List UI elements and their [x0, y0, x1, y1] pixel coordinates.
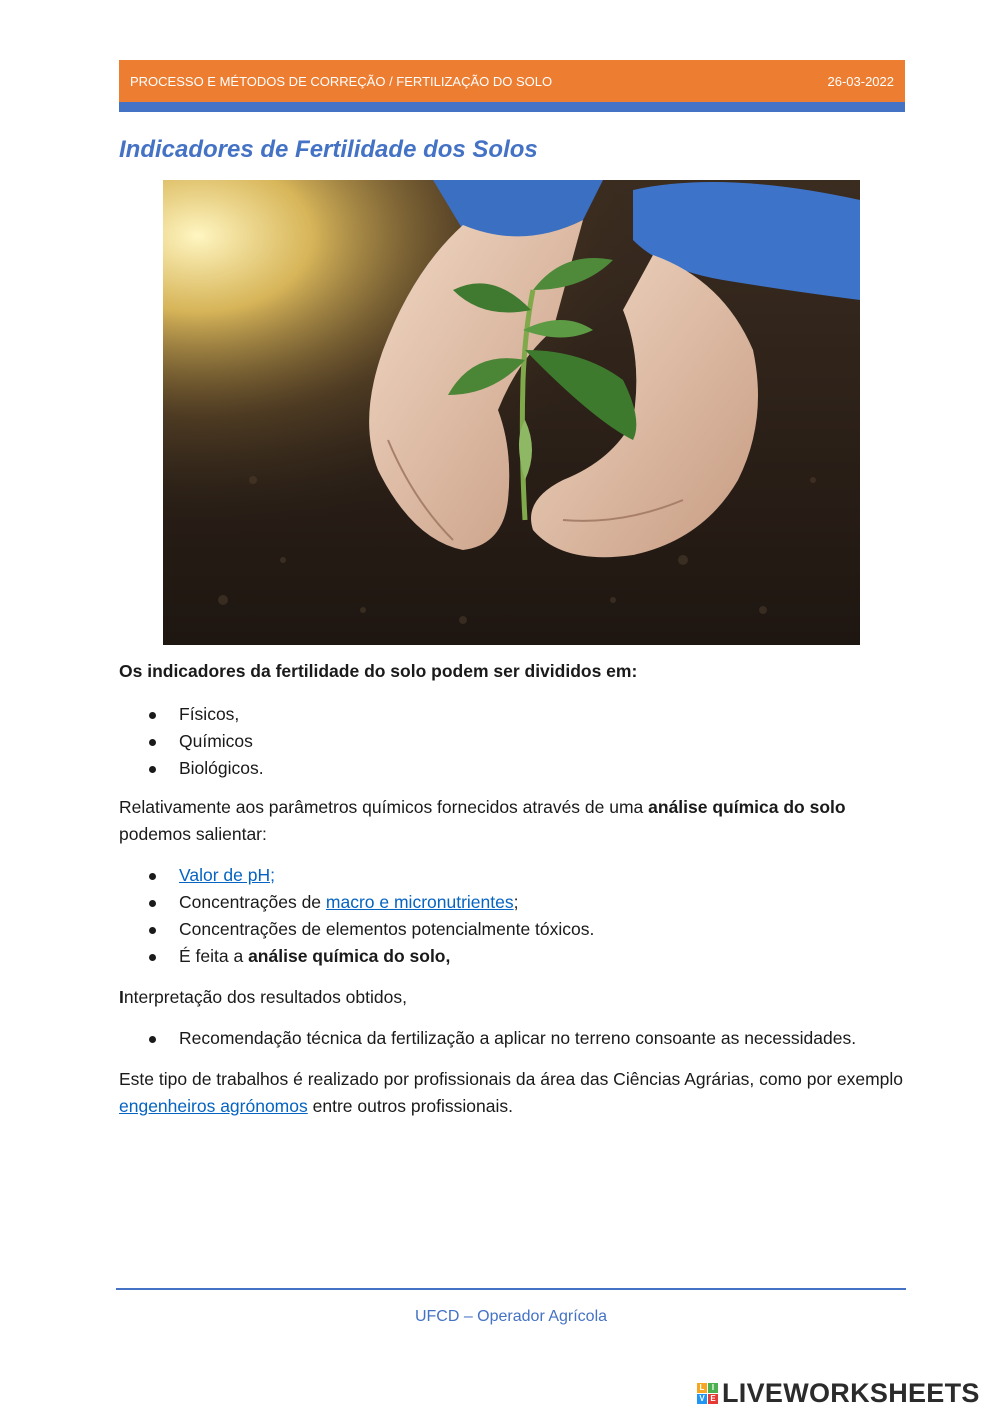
- footer-divider: [116, 1288, 906, 1290]
- params-list: [119, 862, 909, 970]
- list-item: Biológicos.: [119, 755, 909, 782]
- logo-letter: E: [708, 1394, 718, 1404]
- list-item: [119, 862, 909, 889]
- footer-text: UFCD – Operador Agrícola: [414, 1308, 608, 1325]
- chem-bold: análise química do solo: [648, 797, 846, 817]
- indicators-intro: Os indicadores da fertilidade do solo podem ser divididos em:: [119, 661, 638, 681]
- interpretation-paragraph: [119, 984, 909, 1011]
- header-underline: [119, 102, 905, 112]
- logo-letter: L: [697, 1383, 707, 1393]
- macro-prefix: Concentrações de: [179, 892, 326, 912]
- liveworksheets-logo: [697, 1378, 980, 1408]
- header-date: 26-03-2022: [827, 73, 894, 89]
- list-item: Recomendação técnica da fertilização a aplicar no terreno consoante as necessidades.: [119, 1025, 909, 1052]
- recommendation-list: [119, 1025, 909, 1052]
- page-title: Indicadores de Fertilidade dos Solos: [119, 136, 538, 163]
- list-item: Físicos,: [119, 701, 909, 728]
- list-item: Químicos: [119, 728, 909, 755]
- list-item: Concentrações de elementos potencialmente tóxicos.: [119, 916, 909, 943]
- closing-before: Este tipo de trabalhos é realizado por profissionais da área das Ciências Agrárias, como por exemplo: [119, 1069, 904, 1089]
- agronomists-link[interactable]: engenheiros agrónomos: [119, 1096, 308, 1116]
- logo-letter: V: [697, 1394, 707, 1404]
- list-item: [119, 889, 909, 916]
- chem-text-before: Relativamente aos parâmetros químicos fornecidos através de uma: [119, 797, 649, 817]
- hands-seedling-photo: [163, 180, 860, 645]
- seedling-illustration: [163, 180, 860, 645]
- chemical-params-paragraph: [119, 794, 909, 848]
- closing-paragraph: [119, 1066, 909, 1120]
- indicators-list: [119, 701, 909, 782]
- interp-first-letter: I: [119, 987, 124, 1007]
- header-bar: [119, 60, 905, 102]
- ph-link[interactable]: Valor de pH;: [179, 865, 275, 885]
- analysis-bold: análise química do solo,: [248, 946, 451, 966]
- header-left-text: PROCESSO E MÉTODOS DE CORREÇÃO / FERTILIZAÇÃO DO SOLO: [130, 73, 553, 89]
- macro-micronutrients-link[interactable]: macro e micronutrientes: [325, 892, 514, 912]
- analysis-prefix: É feita a: [179, 946, 249, 966]
- liveworksheets-icon: [697, 1383, 718, 1404]
- chem-text-after: podemos salientar:: [119, 824, 267, 844]
- logo-letter: I: [708, 1383, 718, 1393]
- interp-rest: nterpretação dos resultados obtidos,: [123, 987, 407, 1007]
- list-item: [119, 943, 909, 970]
- liveworksheets-text: LIVEWORKSHEETS: [722, 1377, 980, 1408]
- body-content: [119, 658, 909, 1132]
- macro-suffix: ;: [513, 892, 519, 912]
- closing-after: entre outros profissionais.: [307, 1096, 513, 1116]
